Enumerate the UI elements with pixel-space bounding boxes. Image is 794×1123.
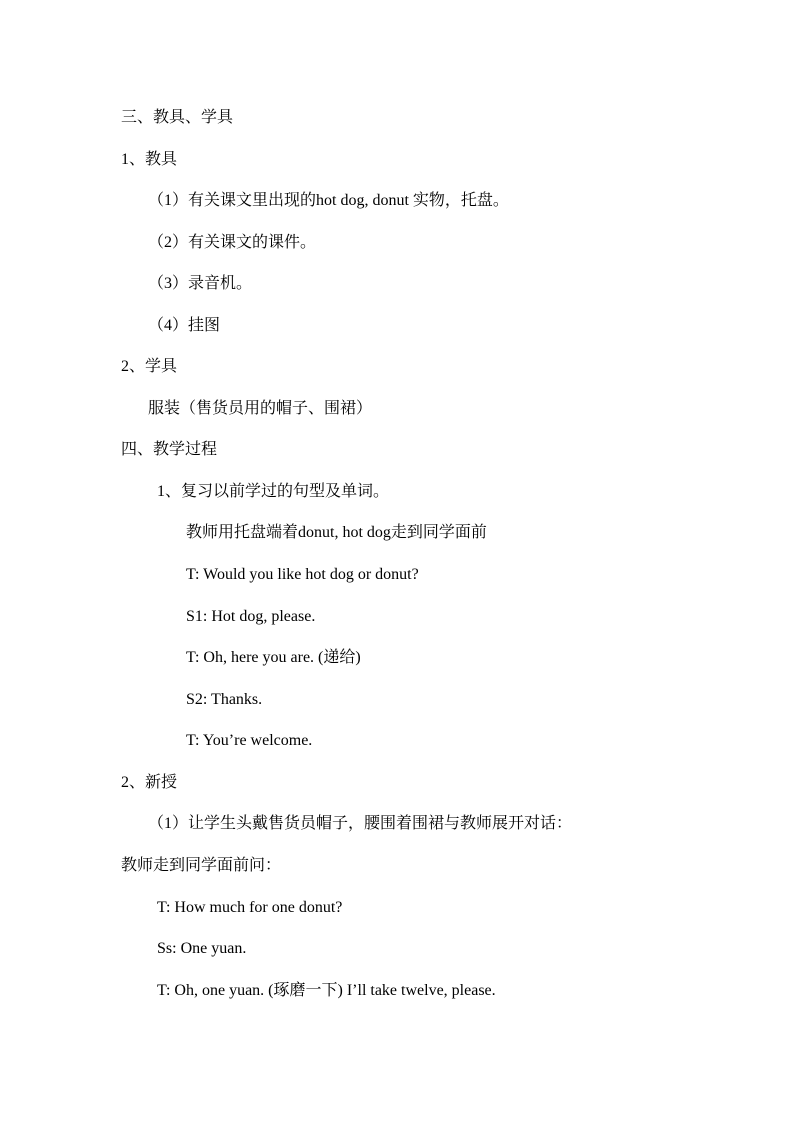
step-review: 1、复习以前学过的句型及单词。 — [157, 483, 390, 500]
section-heading-teaching-process: 四、教学过程 — [121, 441, 218, 458]
list-item-aid-4: （4）挂图 — [148, 317, 221, 334]
list-item-aid-2: （2）有关课文的课件。 — [148, 234, 317, 251]
paragraph-teacher-action: 教师用托盘端着donut, hot dog走到同学面前 — [186, 524, 487, 541]
dialogue-line: T: How much for one donut? — [157, 899, 343, 916]
paragraph-roleplay-instruction: （1）让学生头戴售货员帽子，腰围着围裙与教师展开对话： — [148, 815, 573, 832]
dialogue-line: S2: Thanks. — [186, 691, 263, 708]
subheading-new-lesson: 2、新授 — [121, 774, 178, 791]
paragraph-costume: 服装（售货员用的帽子、围裙） — [148, 400, 373, 417]
dialogue-line: T: Oh, here you are. (递给) — [186, 649, 361, 666]
dialogue-line: Ss: One yuan. — [157, 940, 247, 957]
subheading-teacher-aids: 1、教具 — [121, 151, 178, 168]
list-item-aid-1: （1）有关课文里出现的hot dog, donut 实物，托盘。 — [148, 192, 509, 209]
list-item-aid-3: （3）录音机。 — [148, 275, 253, 292]
dialogue-line: T: Oh, one yuan. (琢磨一下) I’ll take twelve, please. — [157, 982, 496, 999]
dialogue-line: T: You’re welcome. — [186, 732, 313, 749]
section-heading-teaching-aids: 三、教具、学具 — [121, 109, 234, 126]
dialogue-line: S1: Hot dog, please. — [186, 608, 316, 625]
paragraph-teacher-asks: 教师走到同学面前问： — [121, 857, 282, 874]
dialogue-line: T: Would you like hot dog or donut? — [186, 566, 419, 583]
subheading-student-aids: 2、学具 — [121, 358, 178, 375]
